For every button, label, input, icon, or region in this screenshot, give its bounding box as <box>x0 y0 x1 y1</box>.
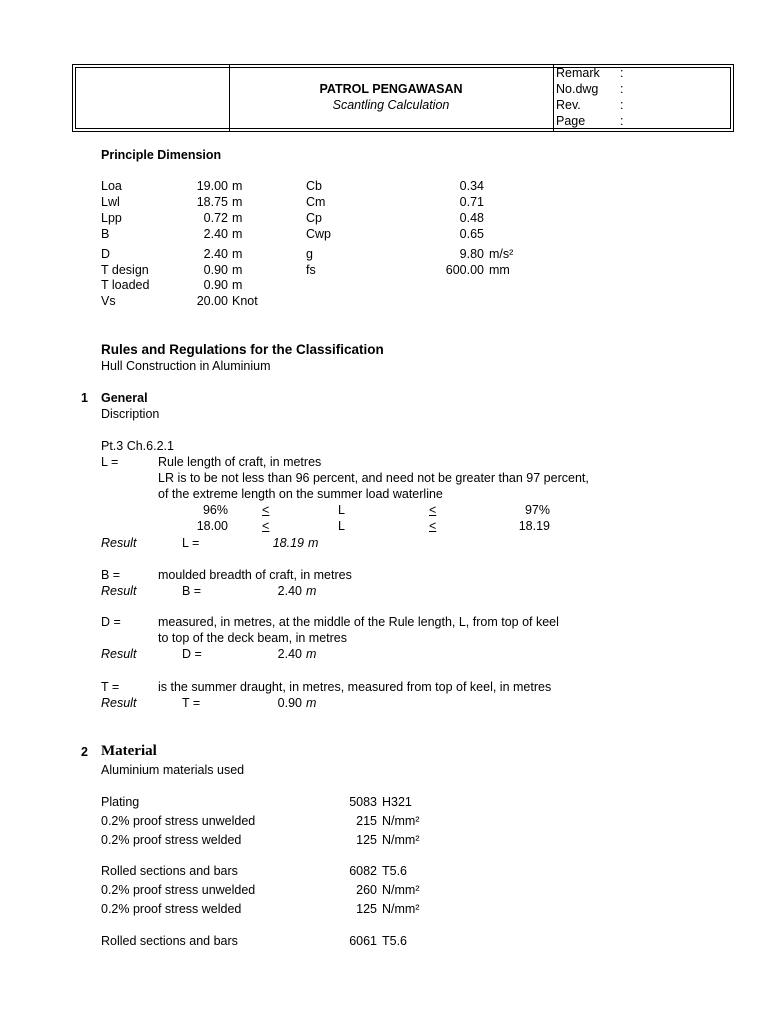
material-row-label: Plating <box>101 795 140 809</box>
t-result-value: 0.90 <box>277 696 302 710</box>
coef-value: 0.65 <box>459 227 484 241</box>
l-range-var: L <box>338 519 345 533</box>
section-number: 1 <box>81 391 88 405</box>
material-row-unit: T5.6 <box>382 864 408 878</box>
d-result-label: Result <box>101 647 137 661</box>
material-row-value: 260 <box>356 883 377 897</box>
dim-name: T design <box>101 263 149 277</box>
l-result-unit: m <box>308 536 319 550</box>
t-result-symbol: T = <box>182 696 201 710</box>
field-remark-label: Remark <box>556 66 600 80</box>
l-result-label: Result <box>101 536 137 550</box>
material-row-label: 0.2% proof stress unwelded <box>101 883 256 897</box>
rule-reference: Pt.3 Ch.6.2.1 <box>101 439 174 453</box>
b-result-label: Result <box>101 584 137 598</box>
l-definition-line2: LR is to be not less than 96 percent, and need not be greater than 97 percent, <box>158 471 589 485</box>
field-remark-sep: : <box>620 66 624 80</box>
dim-value: 0.90 <box>203 263 228 277</box>
t-symbol: T = <box>101 680 120 694</box>
material-row-unit: N/mm² <box>382 902 420 916</box>
rules-heading: Rules and Regulations for the Classification <box>101 342 384 357</box>
dim-unit: m <box>232 247 243 261</box>
l-range-lower-val: 18.00 <box>196 519 228 533</box>
l-definition-line3: of the extreme length on the summer load waterline <box>158 487 443 501</box>
d-result-symbol: D = <box>182 647 202 661</box>
section-number: 2 <box>81 745 88 759</box>
dim-unit: m <box>232 179 243 193</box>
general-heading: General <box>101 391 148 405</box>
l-range-upper-pct: 97% <box>524 503 550 517</box>
dim-value: 20.00 <box>196 294 228 308</box>
field-rev-sep: : <box>620 98 624 112</box>
coef-name: fs <box>306 263 316 277</box>
coef-name: Cm <box>306 195 326 209</box>
t-result-label: Result <box>101 696 137 710</box>
material-row-value: 5083 <box>349 795 377 809</box>
coef-unit: m/s² <box>489 247 514 261</box>
dim-name: D <box>101 247 111 261</box>
doc-title: PATROL PENGAWASAN <box>319 82 463 96</box>
dim-name: T loaded <box>101 278 150 292</box>
coef-name: g <box>306 247 313 261</box>
b-symbol: B = <box>101 568 121 582</box>
dim-unit: Knot <box>232 294 258 308</box>
principle-heading: Principle Dimension <box>101 148 222 162</box>
material-row-label: 0.2% proof stress welded <box>101 833 242 847</box>
material-row-unit: N/mm² <box>382 883 420 897</box>
b-result-symbol: B = <box>182 584 202 598</box>
d-definition: measured, in metres, at the middle of the Rule length, L, from top of keel <box>158 615 559 629</box>
l-definition: Rule length of craft, in metres <box>158 455 322 469</box>
material-row-value: 6061 <box>349 934 377 948</box>
material-row-label: Rolled sections and bars <box>101 864 238 878</box>
d-definition-line2: to top of the deck beam, in metres <box>158 631 347 645</box>
b-result-value: 2.40 <box>277 584 302 598</box>
field-page-label: Page <box>556 114 586 128</box>
general-description: Discription <box>101 407 160 421</box>
t-result-unit: m <box>306 696 317 710</box>
material-row-label: 0.2% proof stress unwelded <box>101 814 256 828</box>
dim-name: Lwl <box>101 195 120 209</box>
material-row-value: 125 <box>356 902 377 916</box>
material-heading: Material <box>101 743 157 759</box>
material-row-unit: N/mm² <box>382 814 420 828</box>
material-row-unit: T5.6 <box>382 934 408 948</box>
coef-value: 9.80 <box>459 247 484 261</box>
d-result-unit: m <box>306 647 317 661</box>
dim-value: 18.75 <box>196 195 228 209</box>
l-range-op: < <box>262 519 270 533</box>
material-row-value: 215 <box>356 814 377 828</box>
header-divider-right <box>553 64 554 132</box>
rules-subheading: Hull Construction in Aluminium <box>101 359 271 373</box>
coef-value: 0.71 <box>459 195 484 209</box>
b-result-unit: m <box>306 584 317 598</box>
b-definition: moulded breadth of craft, in metres <box>158 568 352 582</box>
t-definition: is the summer draught, in metres, measured from top of keel, in metres <box>158 680 552 694</box>
coef-value: 0.48 <box>459 211 484 225</box>
d-symbol: D = <box>101 615 121 629</box>
dim-unit: m <box>232 278 243 292</box>
material-description: Aluminium materials used <box>101 763 245 777</box>
dim-value: 2.40 <box>203 247 228 261</box>
dim-value: 0.72 <box>203 211 228 225</box>
dim-name: Lpp <box>101 211 122 225</box>
l-range-op: < <box>429 519 437 533</box>
material-row-value: 6082 <box>349 864 377 878</box>
field-nodwg-label: No.dwg <box>556 82 599 96</box>
dim-unit: m <box>232 263 243 277</box>
dim-name: Vs <box>101 294 116 308</box>
coef-name: Cp <box>306 211 322 225</box>
field-nodwg-sep: : <box>620 82 624 96</box>
dim-value: 19.00 <box>196 179 228 193</box>
dim-value: 2.40 <box>203 227 228 241</box>
l-range-upper-val: 18.19 <box>518 519 550 533</box>
field-rev-label: Rev. <box>556 98 581 112</box>
coef-unit: mm <box>489 263 510 277</box>
material-row-unit: H321 <box>382 795 412 809</box>
coef-value: 0.34 <box>459 179 484 193</box>
material-row-unit: N/mm² <box>382 833 420 847</box>
l-result-value: 18.19 <box>272 536 304 550</box>
dim-unit: m <box>232 211 243 225</box>
l-range-op: < <box>262 503 270 517</box>
coef-name: Cb <box>306 179 322 193</box>
coef-name: Cwp <box>306 227 332 241</box>
dim-value: 0.90 <box>203 278 228 292</box>
d-result-value: 2.40 <box>277 647 302 661</box>
l-range-op: < <box>429 503 437 517</box>
dim-unit: m <box>232 195 243 209</box>
dim-unit: m <box>232 227 243 241</box>
l-range-var: L <box>338 503 345 517</box>
coef-value: 600.00 <box>445 263 484 277</box>
dim-name: B <box>101 227 110 241</box>
l-range-lower-pct: 96% <box>202 503 228 517</box>
l-result-symbol: L = <box>182 536 200 550</box>
material-row-label: Rolled sections and bars <box>101 934 238 948</box>
l-symbol: L = <box>101 455 119 469</box>
material-row-label: 0.2% proof stress welded <box>101 902 242 916</box>
doc-subtitle: Scantling Calculation <box>332 98 450 112</box>
material-row-value: 125 <box>356 833 377 847</box>
dim-name: Loa <box>101 179 122 193</box>
field-page-sep: : <box>620 114 624 128</box>
